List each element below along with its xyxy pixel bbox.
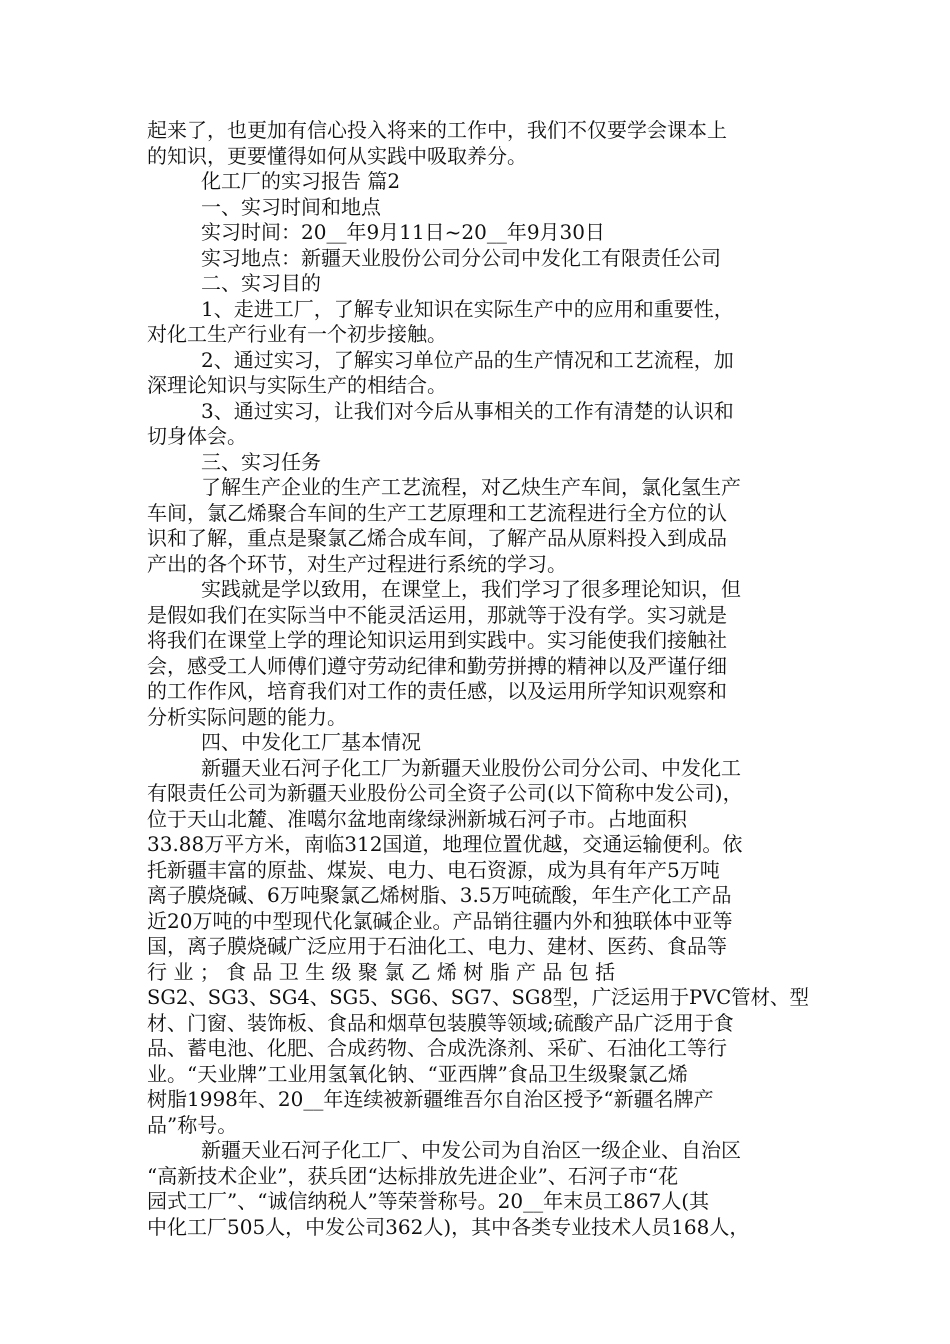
text-line: 位于天山北麓、准噶尔盆地南缘绿洲新城石河子市。占地面积 (147, 806, 687, 831)
text-line: 起来了，也更加有信心投入将来的工作中，我们不仅要学会课本上 (147, 118, 727, 142)
text-line: 分析实际问题的能力。 (147, 704, 347, 729)
text-line: 实习地点：新疆天业股份公司分公司中发化工有限责任公司 (201, 245, 721, 270)
text-line: 实习时间：20__年9月11日~20__年9月30日 (201, 220, 606, 244)
text-line: 实践就是学以致用，在课堂上，我们学习了很多理论知识，但 (201, 577, 741, 601)
text-line: 识和了解，重点是聚氯乙烯合成车间，了解产品从原料投入到成品 (147, 526, 727, 550)
text-line: 1、走进工厂，了解专业知识在实际生产中的应用和重要性， (201, 296, 734, 321)
text-line: 深理论知识与实际生产的相结合。 (147, 373, 447, 397)
text-line: 一、实习时间和地点 (201, 194, 381, 219)
text-line: 品、蓄电池、化肥、合成药物、合成洗涤剂、采矿、石油化工等行 (147, 1036, 727, 1060)
text-line: 国，离子膜烧碱广泛应用于石油化工、电力、建材、医药、食品等 (147, 934, 727, 958)
text-line: 中化工厂505人，中发公司362人)，其中各类专业技术人员168人， (147, 1214, 750, 1239)
text-line: 有限责任公司为新疆天业股份公司全资子公司(以下简称中发公司)， (147, 781, 743, 805)
text-line: 33.88万平方米，南临312国道，地理位置优越，交通运输便利。依 (147, 832, 743, 856)
text-line: 行 业 ； 食 品 卫 生 级 聚 氯 乙 烯 树 脂 产 品 包 括 (147, 959, 616, 984)
text-line: 品”称号。 (147, 1112, 238, 1137)
text-line: 了解生产企业的生产工艺流程，对乙炔生产车间，氯化氢生产 (201, 475, 741, 499)
text-line: “高新技术企业”，获兵团“达标排放先进企业”、石河子市“花 (147, 1163, 679, 1188)
text-line: 将我们在课堂上学的理论知识运用到实践中。实习能使我们接触社 (147, 628, 727, 652)
text-line: 的知识，更要懂得如何从实践中吸取养分。 (147, 143, 527, 168)
text-line: 新疆天业石河子化工厂为新疆天业股份公司分公司、中发化工 (201, 755, 741, 780)
text-line: 切身体会。 (147, 424, 247, 448)
text-line: 二、实习目的 (201, 271, 321, 295)
text-line: 会，感受工人师傅们遵守劳动纪律和勤劳拼搏的精神以及严谨仔细 (147, 653, 727, 678)
text-line: 3、通过实习，让我们对今后从事相关的工作有清楚的认识和 (201, 398, 734, 423)
text-line: 树脂1998年、20__年连续被新疆维吾尔自治区授予“新疆名牌产 (147, 1087, 714, 1111)
text-line: SG2、SG3、SG4、SG5、SG6、SG7、SG8型，广泛运用于PVC管材、型 (147, 985, 809, 1009)
text-line: 的工作作风，培育我们对工作的责任感，以及运用所学知识观察和 (147, 679, 727, 703)
text-line: 材、门窗、装饰板、食品和烟草包装膜等领域;硫酸产品广泛用于食 (147, 1010, 734, 1035)
text-line: 离子膜烧碱、6万吨聚氯乙烯树脂、3.5万吨硫酸，年生产化工产品 (147, 883, 732, 907)
text-line: 化工厂的实习报告 篇2 (201, 169, 401, 193)
text-line: 四、中发化工厂基本情况 (201, 730, 421, 754)
text-line: 托新疆丰富的原盐、煤炭、电力、电石资源，成为具有年产5万吨 (147, 857, 720, 882)
text-line: 三、实习任务 (201, 449, 321, 474)
text-line: 车间，氯乙烯聚合车间的生产工艺原理和工艺流程进行全方位的认 (147, 500, 727, 525)
text-line: 园式工厂”、“诚信纳税人”等荣誉称号。20__年末员工867人(其 (147, 1189, 710, 1213)
text-line: 业。“天业牌”工业用氢氧化钠、“亚西牌”食品卫生级聚氯乙烯 (147, 1061, 688, 1086)
text-line: 是假如我们在实际当中不能灵活运用，那就等于没有学。实习就是 (147, 602, 727, 627)
text-line: 产出的各个环节，对生产过程进行系统的学习。 (147, 551, 567, 576)
text-line: 近20万吨的中型现代化氯碱企业。产品销往疆内外和独联体中亚等 (147, 908, 733, 933)
text-line: 2、通过实习，了解实习单位产品的生产情况和工艺流程，加 (201, 347, 734, 372)
text-line: 对化工生产行业有一个初步接触。 (147, 322, 447, 346)
document-body (147, 118, 809, 1240)
text-line: 新疆天业石河子化工厂、中发公司为自治区一级企业、自治区 (201, 1138, 741, 1162)
